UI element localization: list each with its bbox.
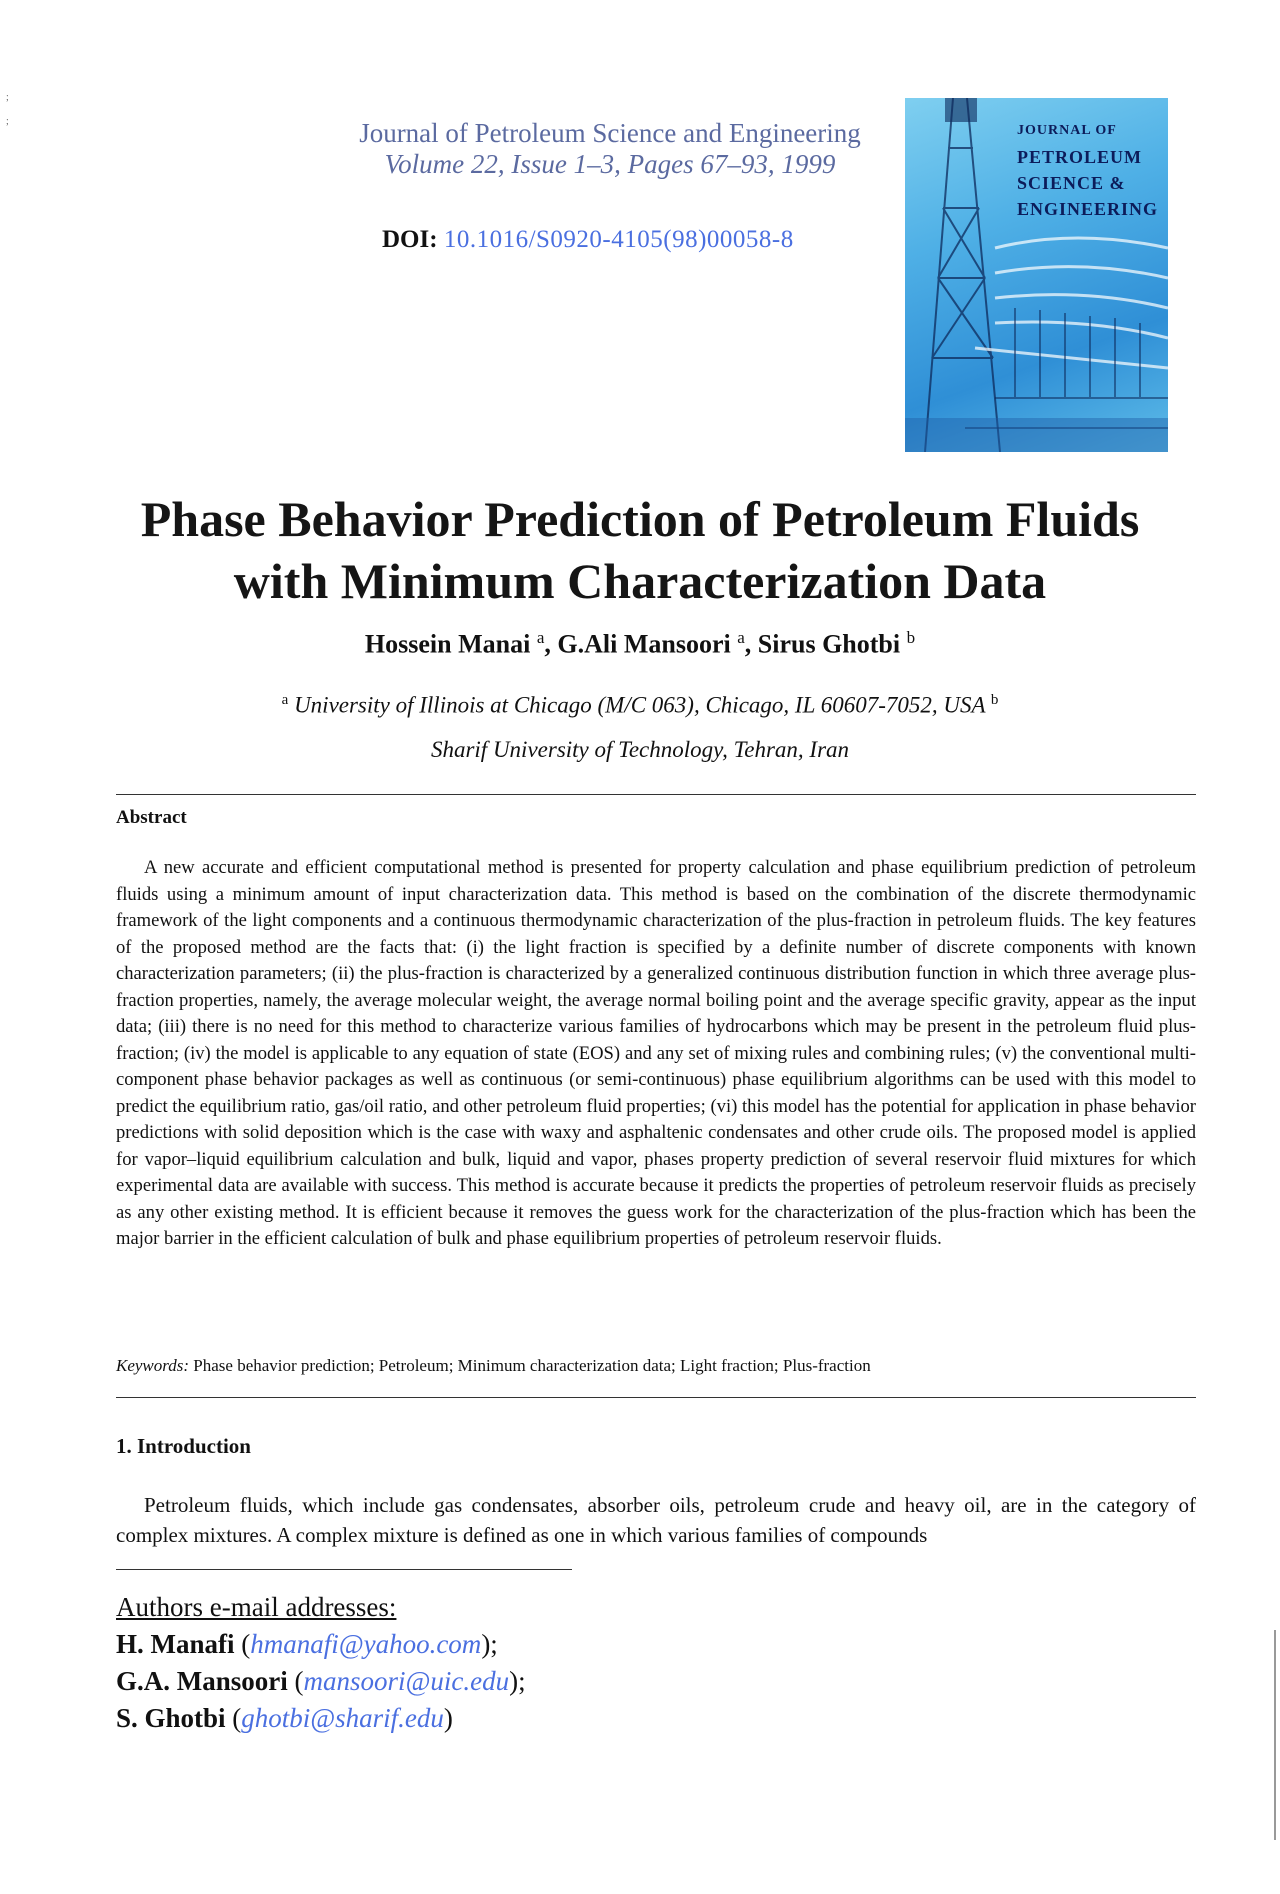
keywords-list: Phase behavior prediction; Petroleum; Minimum characterization data; Light fraction; Plus-fraction: [193, 1356, 871, 1375]
affiliations: [100, 678, 1180, 772]
affiliation-mark: a: [737, 628, 745, 647]
email-link[interactable]: ghotbi@sharif.edu: [241, 1703, 444, 1733]
doi-label: DOI:: [382, 226, 438, 253]
abstract-heading: Abstract: [116, 807, 187, 828]
email-tail: ): [443, 1703, 453, 1733]
author-name: G.Ali Mansoori: [557, 629, 731, 659]
affiliation-mark: a: [281, 692, 289, 708]
email-author: G.A. Mansoori: [116, 1666, 288, 1696]
journal-header: [300, 118, 920, 180]
keywords: [116, 1356, 871, 1376]
footnote-divider: [116, 1569, 572, 1570]
email-link[interactable]: hmanafi@yahoo.com: [250, 1629, 482, 1659]
doi-line: [382, 226, 794, 254]
scrollbar[interactable]: [1274, 1630, 1276, 1840]
paper-title: [100, 488, 1180, 612]
affiliation-mark: b: [990, 692, 999, 708]
cover-title-line: ENGINEERING: [1017, 199, 1159, 219]
section-heading: 1. Introduction: [116, 1434, 251, 1458]
title-line: Phase Behavior Prediction of Petroleum Fluids: [140, 491, 1140, 547]
cover-title: [1017, 118, 1162, 222]
author-separator: ,: [744, 629, 758, 659]
journal-name[interactable]: Journal of Petroleum Science and Engineering: [359, 118, 861, 148]
email-entry: G.A. Mansoori (mansoori@uic.edu);: [116, 1666, 526, 1696]
email-tail: );: [481, 1629, 498, 1659]
email-tail: );: [509, 1666, 526, 1696]
divider: [116, 794, 1196, 795]
footnote-heading: Authors e-mail addresses:: [116, 1592, 397, 1622]
author-list: [100, 628, 1180, 660]
margin-mark: ;: [6, 92, 9, 103]
journal-cover-image: [905, 98, 1168, 452]
journal-volume: Volume 22, Issue 1–3, Pages 67–93, 1999: [384, 149, 836, 179]
author-name: Hossein Manai: [364, 629, 531, 659]
author-emails: [116, 1589, 526, 1737]
affiliation-a: University of Illinois at Chicago (M/C 063), Chicago, IL 60607-7052, USA: [294, 692, 986, 718]
email-link[interactable]: mansoori@uic.edu: [303, 1666, 510, 1696]
divider: [116, 1397, 1196, 1398]
abstract-body: A new accurate and efficient computational method is presented for property calculation and phase equilibrium prediction of petroleum fluids using a minimum amount of input characterization data. This method is based on the combination of the discrete thermodynamic framework of the light components and a continuous thermodynamic characterization of the plus-fraction in petroleum fluids. The key features of the proposed method are the facts that: (i) the light fraction is specified by a definite number of discrete components with known characterization parameters; (ii) the plus-fraction is characterized by a generalized continuous distribution function in which three average plus-fraction properties, namely, the average molecular weight, the average normal boiling point and the average specific gravity, appear as the input data; (iii) there is no need for this method to characterize various families of hydrocarbons which may be present in the petroleum fluid plus-fraction; (iv) the model is applicable to any equation of state (EOS) and any set of mixing rules and combining rules; (v) the conventional multi-component phase behavior packages as well as continuous (or semi-continuous) phase equilibrium algorithms can be used with this model to predict the equilibrium ratio, gas/oil ratio, and other petroleum fluid properties; (vi) this model has the potential for application in phase behavior predictions with solid deposition which is the case with waxy and asphaltenic condensates and other crude oils. The proposed model is applied for vapor–liquid equilibrium calculation and bulk, liquid and vapor, phases property prediction of several reservoir fluid mixtures for which experimental data are available with success. This method is accurate because it predicts the properties of petroleum reservoir fluids as precisely as any other existing method. It is efficient because it removes the guess work for the characterization of the plus-fraction which has been the major barrier in the efficient calculation of bulk and phase equilibrium properties of petroleum reservoir fluids.: [116, 857, 1196, 1249]
affiliation-b: Sharif University of Technology, Tehran, Iran: [430, 736, 850, 762]
email-entry: S. Ghotbi (ghotbi@sharif.edu): [116, 1703, 453, 1733]
title-line: with Minimum Characterization Data: [233, 553, 1047, 609]
margin-mark: ;: [6, 116, 9, 127]
keywords-label: Keywords:: [116, 1356, 190, 1375]
cover-title-line: SCIENCE &: [1017, 173, 1126, 193]
email-author: H. Manafi: [116, 1629, 235, 1659]
doi-link[interactable]: 10.1016/S0920-4105(98)00058-8: [443, 226, 794, 253]
affiliation-mark: a: [536, 628, 545, 647]
introduction-body: Petroleum fluids, which include gas condensates, absorber oils, petroleum crude and heavy oil, are in the category of complex mixtures. A complex mixture is defined as one in which various families of compounds: [116, 1493, 1196, 1547]
cover-title-line: JOURNAL OF: [1017, 123, 1117, 138]
email-entry: H. Manafi (hmanafi@yahoo.com);: [116, 1629, 498, 1659]
cover-title-line: PETROLEUM: [1017, 147, 1143, 167]
affiliation-mark: b: [906, 628, 916, 647]
email-author: S. Ghotbi: [116, 1703, 226, 1733]
author-name: Sirus Ghotbi: [757, 629, 901, 659]
author-separator: ,: [544, 629, 558, 659]
